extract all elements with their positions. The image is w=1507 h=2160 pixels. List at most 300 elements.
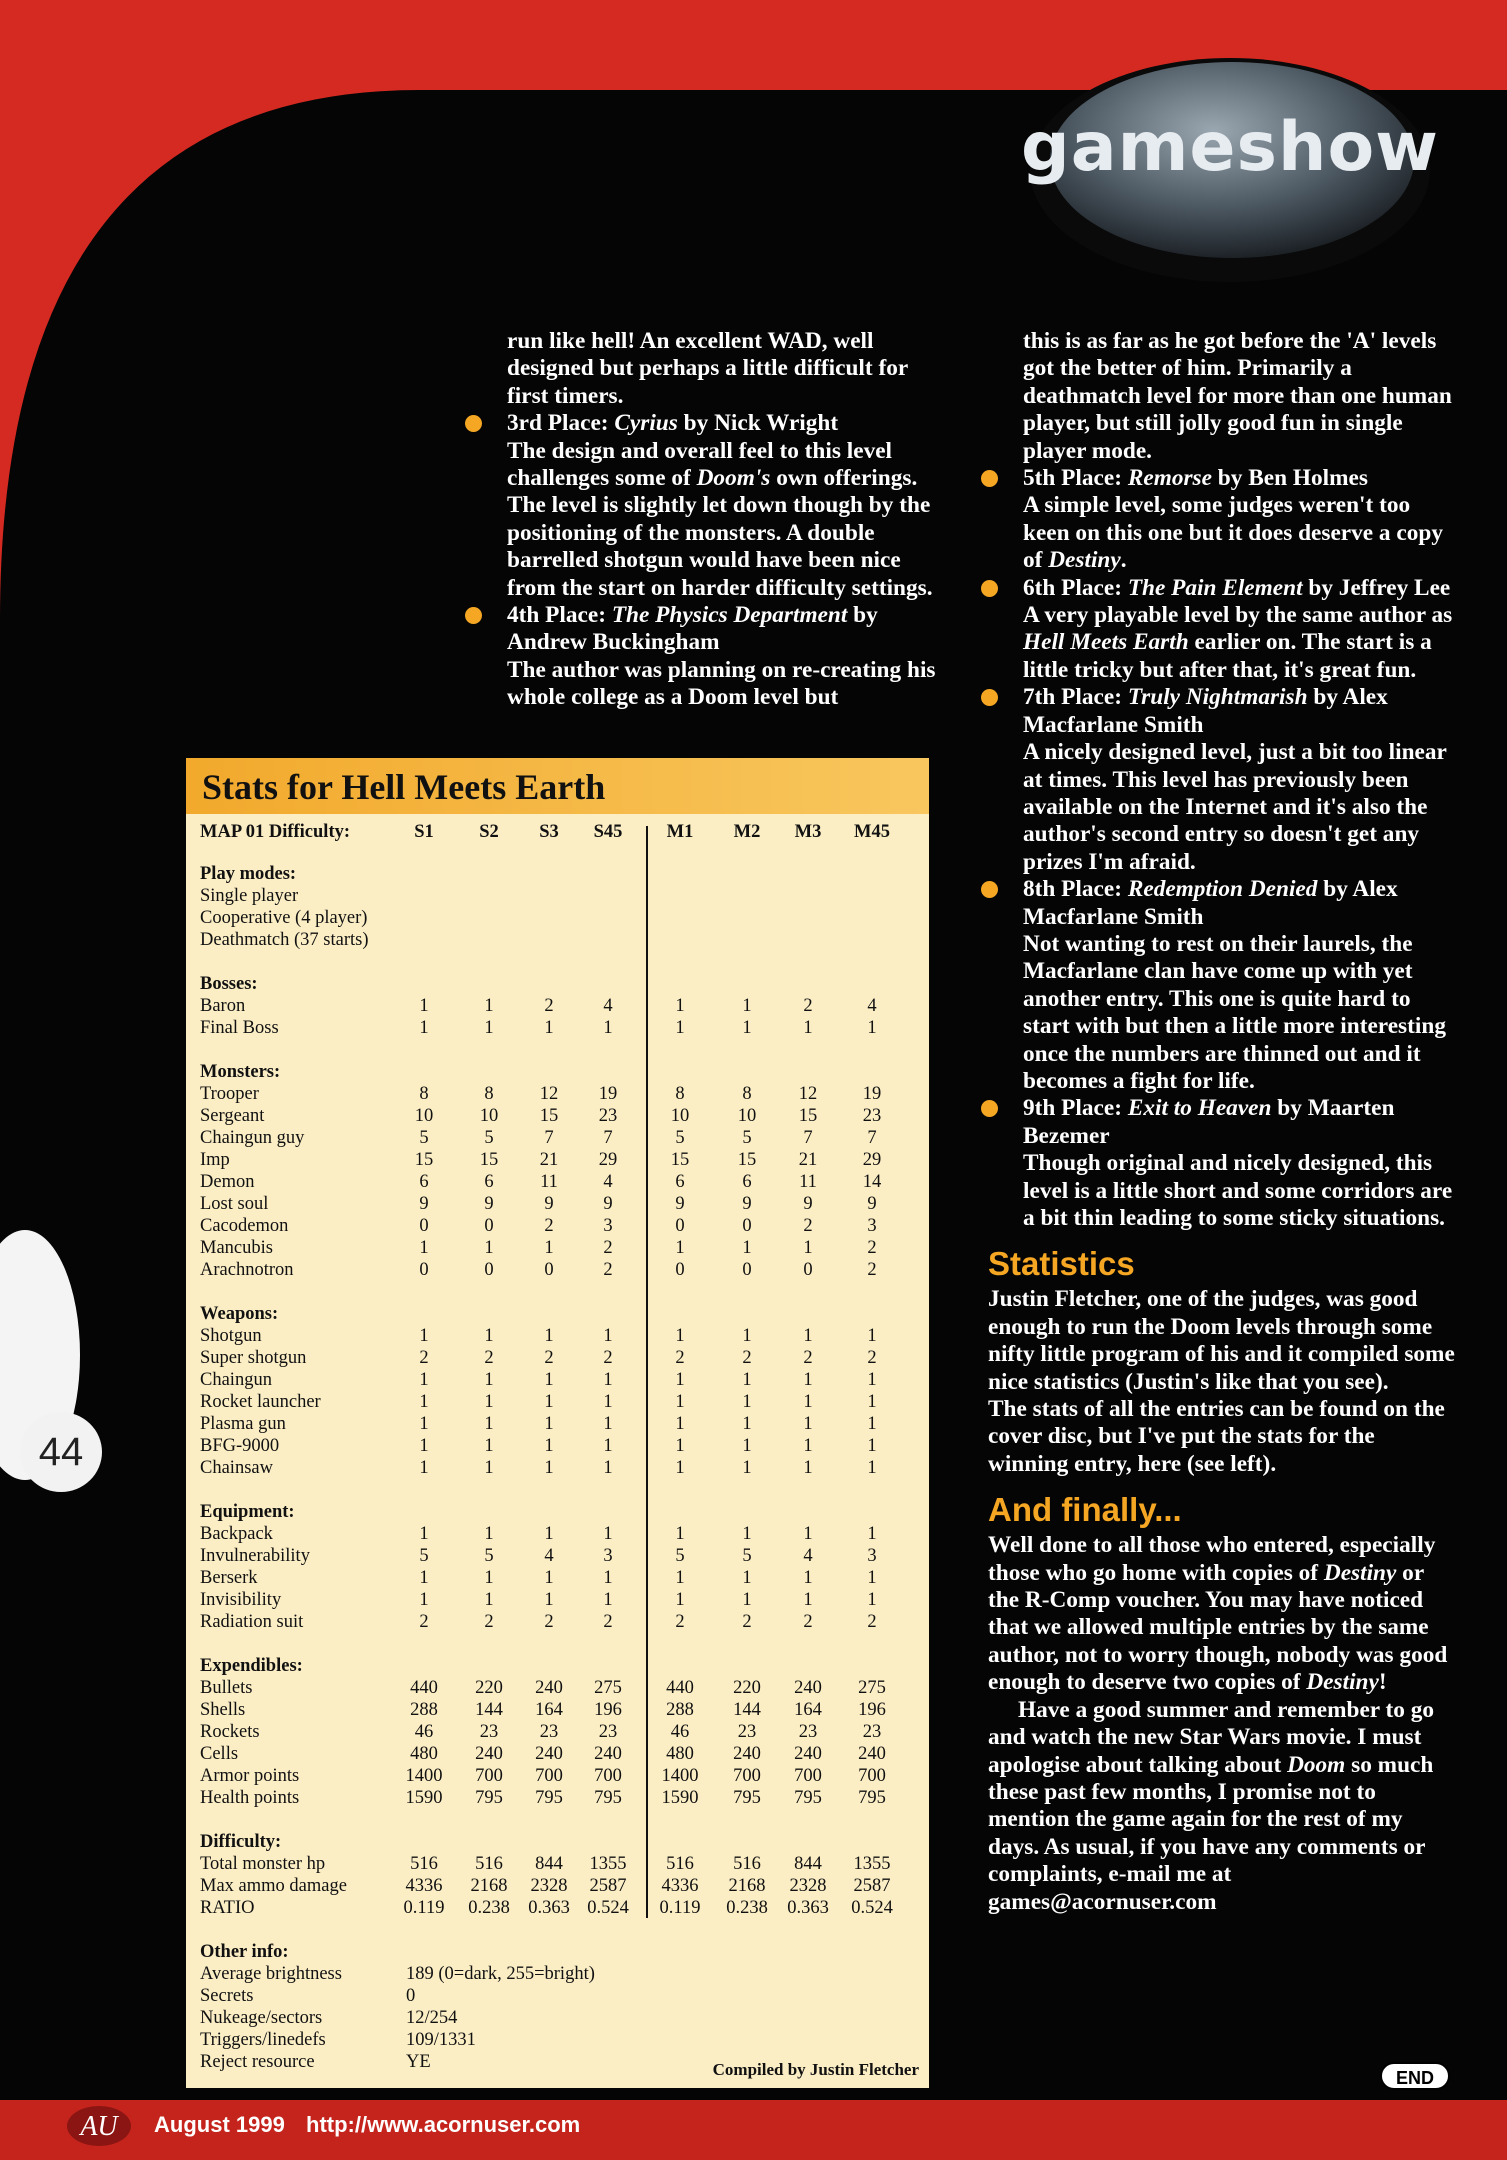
stats-cell: 2328 <box>789 1876 827 1896</box>
stats-row-label: Chaingun <box>200 1370 272 1390</box>
stats-cell: 1 <box>803 1392 813 1412</box>
stats-cell: 0 <box>544 1260 554 1280</box>
stats-cell: 1 <box>742 1392 752 1412</box>
stats-cell: 1 <box>867 1568 877 1588</box>
stats-row-label: Secrets <box>200 1986 254 2006</box>
stats-cell: 4 <box>867 996 877 1016</box>
stats-row-label: Radiation suit <box>200 1612 304 1632</box>
paragraph: The author was planning on re-creating his whole college as a Doom level but <box>507 656 936 711</box>
stats-cell: 795 <box>733 1788 761 1808</box>
stats-table-box <box>186 758 929 2088</box>
stats-cell: 1 <box>419 1370 429 1390</box>
stats-cell: 2 <box>867 1348 877 1368</box>
stats-column-header: S2 <box>479 822 499 842</box>
stats-cell: 1 <box>675 1370 685 1390</box>
stats-cell: 1 <box>867 1326 877 1346</box>
stats-row <box>186 1413 929 1435</box>
stats-cell: 516 <box>410 1854 438 1874</box>
stats-cell: 1 <box>419 1458 429 1478</box>
stats-cell: 1 <box>675 1238 685 1258</box>
stats-cell: 1 <box>544 1436 554 1456</box>
stats-cell: 1 <box>603 1524 613 1544</box>
stats-column-header: M3 <box>794 822 822 842</box>
stats-cell: 1 <box>419 1238 429 1258</box>
section-title-text: Expendibles: <box>200 1656 303 1676</box>
stats-cell: 1 <box>867 1018 877 1038</box>
stats-cell: 2168 <box>728 1876 766 1896</box>
section-title-text: Difficulty: <box>200 1832 282 1852</box>
stats-cell: 23 <box>479 1722 499 1742</box>
stats-row <box>186 1193 929 1215</box>
stats-cell: 1 <box>419 1524 429 1544</box>
stats-cell: 1 <box>742 996 752 1016</box>
stats-cell: 844 <box>535 1854 563 1874</box>
stats-cell: 0 <box>675 1260 685 1280</box>
footer-url[interactable]: http://www.acornuser.com <box>306 2112 581 2137</box>
paragraph: Have a good summer and remember to go and watch the new Star Wars movie. I must apologise about talking about Doom so much these past few months, I promise not to mention the game again for the rest of my days. As usual, if you have any comments or complaints, e-mail me at games@acornuser.com <box>988 1696 1435 1915</box>
stats-cell: 1 <box>419 996 429 1016</box>
stats-cell: 9 <box>675 1194 685 1214</box>
stats-cell: 2168 <box>470 1876 508 1896</box>
stats-row-label: Cacodemon <box>200 1216 289 1236</box>
stats-cell: 1 <box>867 1436 877 1456</box>
stats-row-label: Reject resource <box>200 2052 315 2072</box>
stats-cell: 3 <box>867 1546 877 1566</box>
stats-cell: 46 <box>414 1722 434 1742</box>
paragraph: A very playable level by the same author as Hell Meets Earth earlier on. The start is a little tricky but after that, it's great fun. <box>1023 602 1453 683</box>
stats-cell: 844 <box>794 1854 822 1874</box>
stats-cell: 15 <box>479 1150 499 1170</box>
stats-row-label: Berserk <box>200 1568 258 1588</box>
stats-cell: 516 <box>733 1854 761 1874</box>
stats-cell: 1 <box>419 1568 429 1588</box>
stats-row <box>186 1523 929 1545</box>
stats-cell: 5 <box>675 1128 685 1148</box>
stats-other-value: 0 <box>406 1986 416 2006</box>
stats-cell: 1 <box>484 1524 494 1544</box>
stats-cell: 240 <box>794 1744 822 1764</box>
stats-row-label: Lost soul <box>200 1194 269 1214</box>
stats-play-mode-row <box>186 907 929 929</box>
stats-row-label: Final Boss <box>200 1018 279 1038</box>
stats-cell: 23 <box>798 1722 818 1742</box>
stats-cell: 240 <box>475 1744 503 1764</box>
section-title-text: Equipment: <box>200 1502 295 1522</box>
stats-cell: 1 <box>484 1238 494 1258</box>
stats-cell: 1 <box>675 1326 685 1346</box>
stats-cell: 46 <box>670 1722 690 1742</box>
stats-cell: 275 <box>858 1678 886 1698</box>
stats-cell: 2 <box>867 1612 877 1632</box>
footer-date: August 1999 <box>154 2112 285 2137</box>
entry-3rd-place: 3rd Place: Cyrius by Nick Wright <box>472 410 942 437</box>
stats-header-label: MAP 01 Difficulty: <box>200 822 351 842</box>
stats-title: Stats for Hell Meets Earth <box>186 758 929 814</box>
stats-cell: 15 <box>539 1106 559 1126</box>
stats-cell: 23 <box>862 1722 882 1742</box>
stats-cell: 795 <box>594 1788 622 1808</box>
stats-other-row <box>186 2007 929 2029</box>
stats-row <box>186 1325 929 1347</box>
stats-cell: 1 <box>544 1370 554 1390</box>
stats-row-label: Rocket launcher <box>200 1392 321 1412</box>
stats-section-title <box>186 1655 929 1677</box>
stats-cell: 0.524 <box>851 1898 893 1918</box>
stats-cell: 196 <box>594 1700 622 1720</box>
stats-row <box>186 1699 929 1721</box>
paragraph: Well done to all those who entered, especially those who go home with copies of Destiny or the R-Comp voucher. You may have noticed that we allowed multiple entries by the same author, not to worry though, nobody was good enough to deserve two copies of Destiny! <box>988 1532 1448 1696</box>
stats-cell: 3 <box>867 1216 877 1236</box>
stats-cell: 196 <box>858 1700 886 1720</box>
stats-cell: 2 <box>867 1260 877 1280</box>
and-finally-heading: And finally... <box>988 1491 1182 1529</box>
bullet-icon <box>981 881 998 898</box>
stats-cell: 1 <box>603 1436 613 1456</box>
stats-cell: 700 <box>794 1766 822 1786</box>
stats-cell: 0.524 <box>587 1898 629 1918</box>
stats-row-label: Invulnerability <box>200 1546 310 1566</box>
stats-cell: 4336 <box>661 1876 699 1896</box>
stats-other-row <box>186 1985 929 2007</box>
stats-cell: 240 <box>858 1744 886 1764</box>
stats-row-label: Max ammo damage <box>200 1876 347 1896</box>
stats-play-mode-row <box>186 885 929 907</box>
stats-cell: 23 <box>862 1106 882 1126</box>
stats-cell: 480 <box>410 1744 438 1764</box>
bullet-icon <box>981 470 998 487</box>
stats-cell: 516 <box>475 1854 503 1874</box>
stats-cell: 516 <box>666 1854 694 1874</box>
stats-cell: 19 <box>598 1084 618 1104</box>
stats-cell: 1 <box>603 1568 613 1588</box>
stats-other-value: 109/1331 <box>406 2030 476 2050</box>
stats-cell: 1 <box>484 1414 494 1434</box>
stats-row <box>186 1391 929 1413</box>
stats-cell: 1 <box>544 1238 554 1258</box>
stats-cell: 7 <box>803 1128 813 1148</box>
stats-cell: 4336 <box>405 1876 443 1896</box>
play-mode-label: Deathmatch (37 starts) <box>200 930 369 950</box>
stats-cell: 1 <box>419 1392 429 1412</box>
stats-cell: 288 <box>666 1700 694 1720</box>
stats-cell: 1 <box>675 1458 685 1478</box>
stats-cell: 21 <box>798 1150 818 1170</box>
stats-cell: 1 <box>867 1458 877 1478</box>
stats-row-label: Chaingun guy <box>200 1128 305 1148</box>
stats-row <box>186 1611 929 1633</box>
stats-cell: 1 <box>803 1568 813 1588</box>
stats-section-title <box>186 1061 929 1083</box>
stats-cell: 2 <box>603 1260 613 1280</box>
bullet-icon <box>981 580 998 597</box>
stats-cell: 1 <box>675 1018 685 1038</box>
stats-cell: 12 <box>798 1084 818 1104</box>
stats-play-mode-row <box>186 929 929 951</box>
stats-row-label: Rockets <box>200 1722 260 1742</box>
stats-cell: 240 <box>535 1744 563 1764</box>
stats-cell: 2 <box>803 1612 813 1632</box>
bullet-icon <box>465 415 482 432</box>
stats-cell: 9 <box>544 1194 554 1214</box>
stats-cell: 21 <box>539 1150 559 1170</box>
stats-cell: 1 <box>803 1590 813 1610</box>
entry-8th-place: 8th Place: Redemption Denied by Alex Macfarlane Smith <box>988 876 1458 931</box>
stats-row-label: Cells <box>200 1744 239 1764</box>
stats-cell: 0.238 <box>468 1898 510 1918</box>
stats-cell: 0 <box>419 1260 429 1280</box>
stats-cell: 700 <box>594 1766 622 1786</box>
stats-row <box>186 1105 929 1127</box>
stats-cell: 0 <box>742 1216 752 1236</box>
stats-cell: 1 <box>803 1436 813 1456</box>
stats-cell: 1 <box>603 1392 613 1412</box>
stats-row <box>186 1875 929 1897</box>
stats-row-label: Bullets <box>200 1678 253 1698</box>
stats-cell: 5 <box>484 1128 494 1148</box>
stats-row <box>186 1171 929 1193</box>
stats-row-label: Backpack <box>200 1524 273 1544</box>
stats-cell: 1 <box>803 1018 813 1038</box>
stats-row <box>186 1215 929 1237</box>
stats-section-title <box>186 1831 929 1853</box>
stats-cell: 6 <box>742 1172 752 1192</box>
stats-cell: 6 <box>419 1172 429 1192</box>
stats-other-value: YE <box>406 2052 431 2072</box>
stats-cell: 2 <box>419 1612 429 1632</box>
stats-row-label: Average brightness <box>200 1964 342 1984</box>
stats-section-title <box>186 1303 929 1325</box>
stats-cell: 10 <box>670 1106 690 1126</box>
stats-cell: 1 <box>803 1414 813 1434</box>
stats-cell: 15 <box>414 1150 434 1170</box>
stats-cell: 8 <box>742 1084 752 1104</box>
stats-cell: 2 <box>544 1216 554 1236</box>
stats-cell: 15 <box>798 1106 818 1126</box>
stats-cell: 23 <box>737 1722 757 1742</box>
stats-cell: 1 <box>675 1436 685 1456</box>
section-title-text: Monsters: <box>200 1062 281 1082</box>
stats-cell: 0.363 <box>787 1898 829 1918</box>
stats-cell: 1 <box>544 1392 554 1412</box>
stats-cell: 1 <box>544 1568 554 1588</box>
stats-row-label: Arachnotron <box>200 1260 294 1280</box>
stats-cell: 1 <box>603 1414 613 1434</box>
stats-cell: 1 <box>742 1018 752 1038</box>
stats-cell: 1 <box>742 1326 752 1346</box>
stats-cell: 12 <box>539 1084 559 1104</box>
stats-cell: 440 <box>666 1678 694 1698</box>
stats-cell: 1 <box>803 1524 813 1544</box>
stats-cell: 1355 <box>853 1854 891 1874</box>
stats-header-row <box>186 821 929 843</box>
stats-cell: 8 <box>419 1084 429 1104</box>
stats-cell: 1590 <box>405 1788 443 1808</box>
stats-cell: 1 <box>484 1370 494 1390</box>
stats-cell: 9 <box>742 1194 752 1214</box>
stats-other-value: 189 (0=dark, 255=bright) <box>406 1964 595 1984</box>
stats-cell: 1 <box>484 1392 494 1412</box>
stats-cell: 164 <box>535 1700 563 1720</box>
paragraph: A nicely designed level, just a bit too linear at times. This level has previously been available on the Internet and it's also the author's second entry so doesn't get any prizes I'm afraid. <box>1023 739 1447 875</box>
stats-cell: 2 <box>603 1612 613 1632</box>
paragraph: Though original and nicely designed, this level is a little short and some corridors are a bit thin leading to some sticky situations. <box>1023 1150 1453 1231</box>
entry-7th-place: 7th Place: Truly Nightmarish by Alex Macfarlane Smith <box>988 684 1458 739</box>
stats-cell: 1 <box>742 1414 752 1434</box>
stats-cell: 1 <box>742 1568 752 1588</box>
stats-cell: 2 <box>603 1238 613 1258</box>
section-title-text: Bosses: <box>200 974 258 994</box>
stats-cell: 220 <box>733 1678 761 1698</box>
stats-cell: 2 <box>803 1216 813 1236</box>
section-title-text: Play modes: <box>200 864 297 884</box>
stats-cell: 1 <box>544 1524 554 1544</box>
stats-cell: 5 <box>742 1546 752 1566</box>
stats-cell: 1 <box>484 1436 494 1456</box>
stats-section-title <box>186 973 929 995</box>
stats-cell: 6 <box>484 1172 494 1192</box>
stats-cell: 9 <box>867 1194 877 1214</box>
stats-cell: 1 <box>544 1414 554 1434</box>
stats-cell: 2 <box>675 1612 685 1632</box>
stats-cell: 1 <box>603 1326 613 1346</box>
stats-cell: 2 <box>867 1238 877 1258</box>
stats-credit: Compiled by Justin Fletcher <box>712 2060 919 2079</box>
stats-cell: 1 <box>419 1414 429 1434</box>
stats-cell: 10 <box>479 1106 499 1126</box>
stats-cell: 2587 <box>589 1876 627 1896</box>
stats-cell: 6 <box>675 1172 685 1192</box>
stats-cell: 3 <box>603 1546 613 1566</box>
stats-row-label: Shells <box>200 1700 246 1720</box>
stats-row-label: Health points <box>200 1788 300 1808</box>
stats-cell: 1 <box>803 1326 813 1346</box>
stats-row <box>186 995 929 1017</box>
stats-cell: 700 <box>733 1766 761 1786</box>
stats-cell: 1 <box>803 1370 813 1390</box>
stats-cell: 23 <box>598 1722 618 1742</box>
stats-cell: 1 <box>484 1458 494 1478</box>
stats-row-label: Baron <box>200 996 246 1016</box>
statistics-heading: Statistics <box>988 1245 1135 1283</box>
stats-cell: 1 <box>544 1590 554 1610</box>
stats-cell: 5 <box>419 1128 429 1148</box>
stats-cell: 795 <box>794 1788 822 1808</box>
stats-cell: 1 <box>484 1590 494 1610</box>
stats-cell: 1 <box>867 1524 877 1544</box>
stats-cell: 1400 <box>405 1766 443 1786</box>
stats-cell: 1 <box>675 1392 685 1412</box>
stats-row <box>186 1677 929 1699</box>
stats-row-label: Mancubis <box>200 1238 273 1258</box>
stats-cell: 144 <box>733 1700 761 1720</box>
stats-cell: 1 <box>419 1326 429 1346</box>
stats-cell: 1 <box>867 1392 877 1412</box>
stats-row-label: Imp <box>200 1150 230 1170</box>
stats-cell: 1 <box>803 1238 813 1258</box>
stats-cell: 2 <box>803 996 813 1016</box>
stats-row <box>186 1567 929 1589</box>
stats-cell: 440 <box>410 1678 438 1698</box>
play-mode-label: Cooperative (4 player) <box>200 908 368 928</box>
stats-cell: 9 <box>484 1194 494 1214</box>
bullet-icon <box>465 607 482 624</box>
article-right-column <box>988 328 1458 1916</box>
stats-cell: 19 <box>862 1084 882 1104</box>
stats-column-header: S1 <box>414 822 434 842</box>
stats-row <box>186 1457 929 1479</box>
stats-cell: 0 <box>484 1260 494 1280</box>
stats-cell: 1 <box>867 1414 877 1434</box>
stats-row <box>186 1369 929 1391</box>
stats-row <box>186 1435 929 1457</box>
stats-cell: 7 <box>544 1128 554 1148</box>
stats-column-header: M1 <box>666 822 694 842</box>
stats-row <box>186 1017 929 1039</box>
stats-cell: 11 <box>540 1172 558 1192</box>
stats-row <box>186 1545 929 1567</box>
stats-cell: 1 <box>484 1568 494 1588</box>
stats-cell: 1 <box>484 1018 494 1038</box>
acorn-user-logo <box>64 2104 134 2148</box>
stats-cell: 5 <box>484 1546 494 1566</box>
stats-row-label: Triggers/linedefs <box>200 2030 326 2050</box>
article-middle-column <box>472 328 942 712</box>
page-number: 44 <box>20 1412 102 1492</box>
stats-other-row <box>186 1963 929 1985</box>
stats-cell: 15 <box>670 1150 690 1170</box>
stats-cell: 0.363 <box>528 1898 570 1918</box>
stats-cell: 7 <box>867 1128 877 1148</box>
stats-cell: 2 <box>544 1348 554 1368</box>
stats-cell: 240 <box>794 1678 822 1698</box>
stats-cell: 10 <box>737 1106 757 1126</box>
stats-row-label: Total monster hp <box>200 1854 326 1874</box>
stats-cell: 1 <box>742 1436 752 1456</box>
stats-column-header: M2 <box>733 822 761 842</box>
stats-cell: 2 <box>484 1348 494 1368</box>
stats-cell: 2 <box>603 1348 613 1368</box>
stats-cell: 9 <box>803 1194 813 1214</box>
bullet-icon <box>981 689 998 706</box>
stats-cell: 1 <box>419 1590 429 1610</box>
stats-cell: 8 <box>484 1084 494 1104</box>
stats-cell: 23 <box>539 1722 559 1742</box>
section-logo-text: gameshow <box>1021 108 1439 187</box>
paragraph: Not wanting to rest on their laurels, the Macfarlane clan have come up with yet another entry. This one is quite hard to start with but then a little more interesting once the numbers are thinned out and it becomes a fight for life. <box>1023 930 1446 1094</box>
end-badge: END <box>1380 2062 1450 2090</box>
stats-section-title <box>186 1941 929 1963</box>
stats-cell: 144 <box>475 1700 503 1720</box>
stats-cell: 288 <box>410 1700 438 1720</box>
stats-cell: 795 <box>858 1788 886 1808</box>
stats-row-label: Chainsaw <box>200 1458 273 1478</box>
stats-cell: 2 <box>803 1348 813 1368</box>
stats-cell: 2 <box>675 1348 685 1368</box>
stats-row <box>186 1743 929 1765</box>
stats-cell: 5 <box>742 1128 752 1148</box>
stats-cell: 0 <box>484 1216 494 1236</box>
stats-row <box>186 1853 929 1875</box>
stats-cell: 3 <box>603 1216 613 1236</box>
stats-cell: 0.119 <box>659 1898 701 1918</box>
stats-cell: 1 <box>742 1370 752 1390</box>
paragraph: Justin Fletcher, one of the judges, was good enough to run the Doom levels through some nifty little program of his and it compiled some nice statistics (Justin's like that you see). <box>988 1286 1455 1395</box>
play-mode-label: Single player <box>200 886 299 906</box>
stats-cell: 1 <box>675 1568 685 1588</box>
stats-cell: 164 <box>794 1700 822 1720</box>
stats-row <box>186 1149 929 1171</box>
stats-row-label: BFG-9000 <box>200 1436 280 1456</box>
